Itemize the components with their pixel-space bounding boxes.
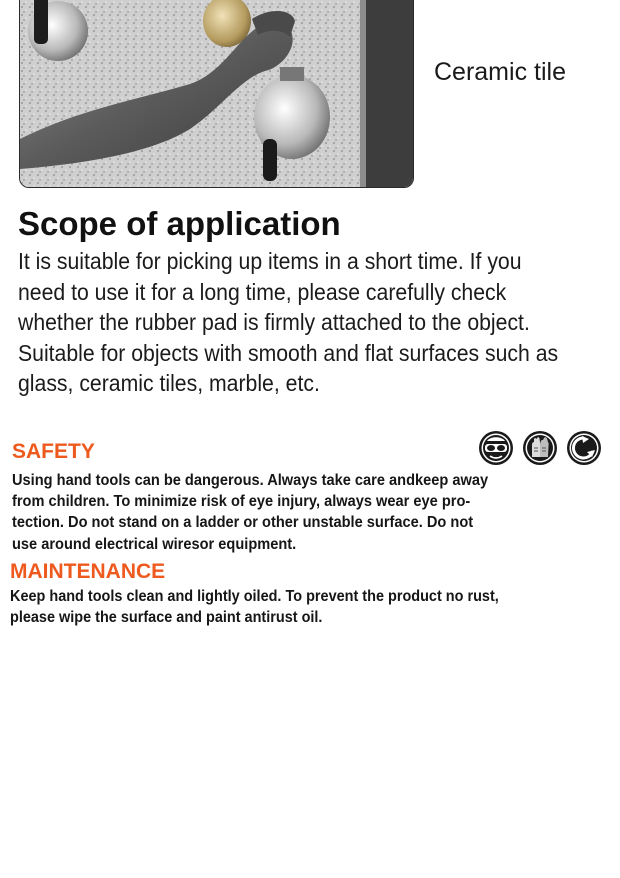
safety-gloves-icon [522,430,558,466]
scope-line: need to use it for a long time, please carefully check [18,278,507,305]
scope-description [18,246,608,399]
product-photo [19,0,414,188]
safety-text [12,470,604,555]
safety-line: use around electrical wiresor equipment. [12,535,297,553]
safety-heading: SAFETY [12,440,95,463]
scope-title: Scope of application [18,205,341,242]
photo-caption: Ceramic tile [434,58,566,86]
maintenance-heading: MAINTENANCE [10,560,166,583]
maintenance-text [10,586,609,628]
scope-line: whether the rubber pad is firmly attached to the object. [18,309,530,336]
suction-cup-lifting-photo [20,0,413,187]
safety-line: from children. To minimize risk of eye injury, always wear eye pro- [12,493,471,511]
maintenance-line: please wipe the surface and paint antirust oil. [10,609,323,627]
maintenance-line: Keep hand tools clean and lightly oiled. To prevent the product no rust, [10,588,499,605]
safety-line: tection. Do not stand on a ladder or other unstable surface. Do not [12,514,474,532]
scope-line: It is suitable for picking up items in a short time. If you [18,248,522,274]
scope-line: glass, ceramic tiles, marble, etc. [18,370,320,397]
safety-goggles-icon [478,430,514,466]
safety-line: Using hand tools can be dangerous. Always take care andkeep away [12,472,489,489]
recycle-icon [566,430,602,466]
scope-line: Suitable for objects with smooth and flat surfaces such as [18,339,559,366]
safety-icon-group [478,430,604,468]
